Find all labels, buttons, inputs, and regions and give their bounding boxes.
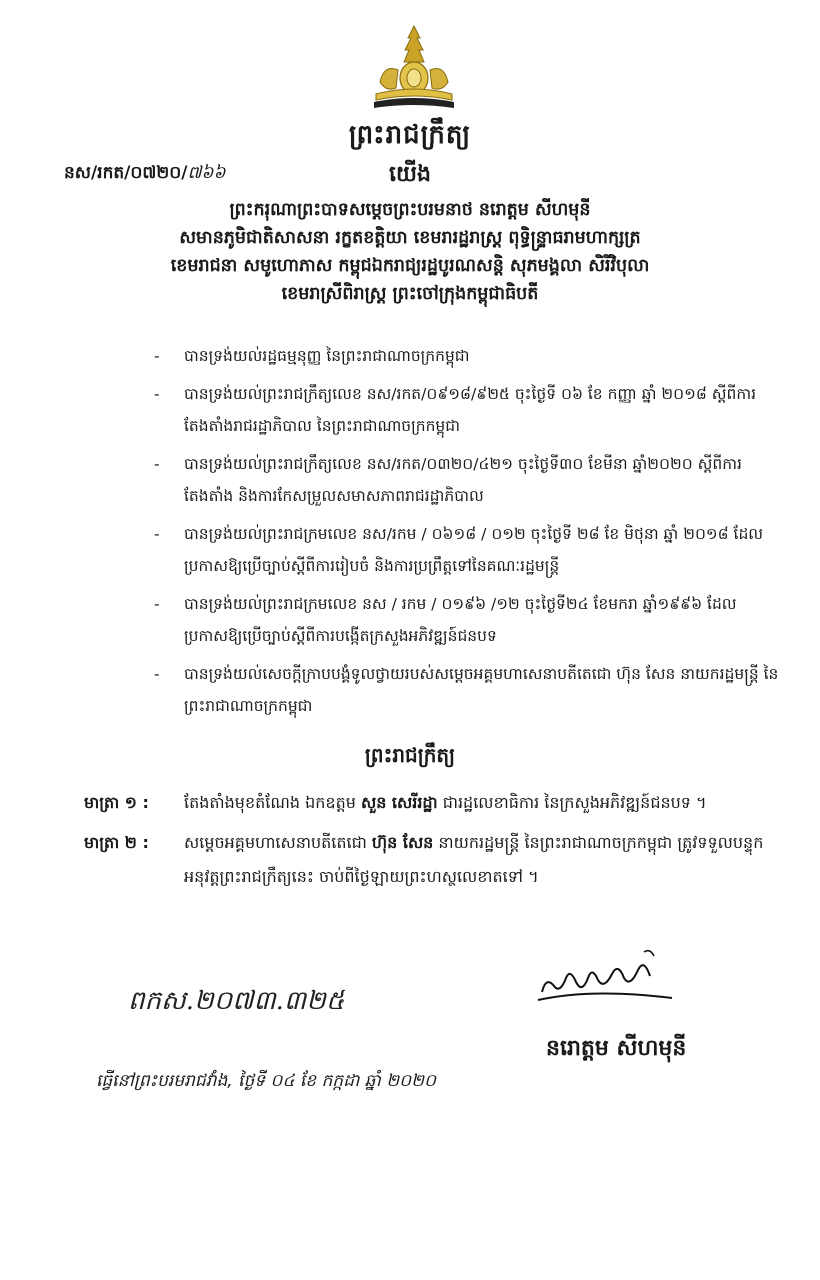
- reference-handwritten: ៧៦៦: [187, 163, 226, 183]
- article-text: សម្តេចអគ្គមហាសេនាបតីតេជោ ហ៊ុន សែន នាយករដ្ឋមន្ត្រី នៃព្រះរាជាណាចក្រកម្ពុជា ត្រូវទទួលបន្ទុកអនុវត្តព្រះរាជក្រឹត្យនេះ ចាប់ពីថ្ងៃឡាយព្រះហស្ថលេខាតទៅ ។: [184, 833, 764, 886]
- article-text: តែងតាំងមុខតំណែង ឯកឧត្តម សួន សេរីរដ្ឋា ជារដ្ឋលេខាធិការ នៃក្រសួងអភិវឌ្ឍន៍ជនបទ ។: [184, 793, 707, 812]
- decree-title: ព្រះរាជក្រឹត្យ: [348, 120, 472, 150]
- official-name: សួន សេរីរដ្ឋា: [360, 793, 438, 812]
- place-and-date: ធ្វើនៅព្រះបរមរាជវាំង, ថ្ងៃទី ០៤ ខែ កក្កដា ឆ្នាំ ២០២០: [96, 1071, 437, 1091]
- royal-title-line: ព្រះករុណាព្រះបាទសម្តេចព្រះបរមនាថ នរោត្តម សីហមុនី: [229, 200, 591, 220]
- recital-text: បានទ្រង់យល់ព្រះរាជក្រឹត្យលេខ នស/រកត/០៩១៨/៩២៥ ចុះថ្ងៃទី ០៦ ខែ កញ្ញា ឆ្នាំ ២០១៨ ស្តីពីការតែងតាំងរាជរដ្ឋាភិបាល នៃព្រះរាជាណាចក្រកម្ពុជា: [184, 385, 757, 435]
- decides-heading: ព្រះរាជក្រឹត្យ: [364, 743, 456, 767]
- article-label: មាត្រា ២ :: [84, 833, 149, 852]
- recital-text: បានទ្រង់យល់រដ្ឋធម្មនុញ្ញ នៃព្រះរាជាណាចក្រកម្ពុជា: [184, 347, 470, 365]
- royal-title-line: សមានភូមិជាតិសាសនា រក្ខតខត្តិយា ខេមរារដ្ឋរាស្ត្រ ពុទ្ធិន្ទ្រាធរាមហាក្សត្រ: [179, 228, 641, 248]
- we-heading: យើង: [389, 162, 431, 187]
- royal-titles: [100, 196, 720, 308]
- recital-text: បានទ្រង់យល់ព្រះរាជក្រឹត្យលេខ នស/រកត/០៣២០/៤២១ ចុះថ្ងៃទី៣០ ខែមីនា ឆ្នាំ២០២០ ស្តីពីការតែងតាំង និងការកែសម្រួលសមាសភាពរាជរដ្ឋាភិបាល: [184, 455, 742, 505]
- royal-title-line: ខេមរាជនា សមូហោភាស កម្ពុជឯករាជ្យរដ្ឋបូរណសន្តិ សុភមង្គលា សិរីវិបុលា: [170, 256, 650, 276]
- recital-item: - បានទ្រង់យល់រដ្ឋធម្មនុញ្ញ នៃព្រះរាជាណាចក្រកម្ពុជា: [154, 347, 470, 365]
- recital-item: - បានទ្រង់យល់ព្រះរាជក្រឹត្យលេខ នស/រកត/០៩១៨/៩២៥ ចុះថ្ងៃទី ០៦ ខែ កញ្ញា ឆ្នាំ ២០១៨ ស្តីពីការតែងតាំងរាជរដ្ឋាភិបាល នៃព្រះរាជាណាចក្រកម្ពុជា: [154, 385, 757, 435]
- recital-item: - បានទ្រង់យល់ព្រះរាជក្រឹត្យលេខ នស/រកត/០៣២០/៤២១ ចុះថ្ងៃទី៣០ ខែមីនា ឆ្នាំ២០២០ ស្តីពីការតែងតាំង និងការកែសម្រួលសមាសភាពរាជរដ្ឋាភិបាល: [154, 455, 742, 505]
- recital-item: - បានទ្រង់យល់ព្រះរាជក្រមលេខ នស / រកម / ០១៩៦ /១២ ចុះថ្ងៃទី២៤ ខែមករា ឆ្នាំ១៩៩៦ ដែលប្រកាសឱ្យប្រើច្បាប់ស្តីពីការបង្កើតក្រសួងអភិវឌ្ឍន៍ជនបទ: [154, 595, 737, 645]
- signer-name: នរោត្តម សីហមុនី: [546, 1036, 687, 1061]
- recital-text: បានទ្រង់យល់សេចក្តីក្រាបបង្គំទូលថ្វាយរបស់សម្តេចអគ្គមហាសេនាបតីតេជោ ហ៊ុន សែន នាយករដ្ឋមន្ត្រី នៃព្រះរាជាណាចក្រកម្ពុជា: [184, 665, 779, 715]
- royal-signature-icon: [532, 948, 682, 1010]
- recital-text: បានទ្រង់យល់ព្រះរាជក្រមលេខ នស / រកម / ០១៩៦ /១២ ចុះថ្ងៃទី២៤ ខែមករា ឆ្នាំ១៩៩៦ ដែលប្រកាសឱ្យប្រើច្បាប់ស្តីពីការបង្កើតក្រសួងអភិវឌ្ឍន៍ជនបទ: [184, 595, 737, 645]
- recital-item: - បានទ្រង់យល់សេចក្តីក្រាបបង្គំទូលថ្វាយរបស់សម្តេចអគ្គមហាសេនាបតីតេជោ ហ៊ុន សែន នាយករដ្ឋមន្ត្រី នៃព្រះរាជាណាចក្រកម្ពុជា: [154, 665, 779, 715]
- royal-coat-of-arms-icon: [366, 24, 462, 110]
- royal-title-line: ខេមរាស្រីពិរាស្ត្រ ព្រះចៅក្រុងកម្ពុជាធិបតី: [281, 284, 539, 304]
- handwritten-date: ពកស.២០៧៣.៣២៥: [128, 986, 345, 1016]
- article-2: [84, 826, 784, 894]
- recital-text: បានទ្រង់យល់ព្រះរាជក្រមលេខ នស/រកម / ០៦១៨ / ០១២ ចុះថ្ងៃទី ២៨ ខែ មិថុនា ឆ្នាំ ២០១៨ ដែលប្រកាសឱ្យប្រើច្បាប់ស្តីពីការរៀបចំ និងការប្រព្រឹត្តទៅនៃគណៈរដ្ឋមន្ត្រី: [184, 525, 764, 575]
- official-name: ហ៊ុន សែន: [371, 833, 434, 852]
- article-label: មាត្រា ១ :: [84, 793, 149, 812]
- recitals-list: [150, 340, 780, 728]
- recital-item: - បានទ្រង់យល់ព្រះរាជក្រមលេខ នស/រកម / ០៦១៨ / ០១២ ចុះថ្ងៃទី ២៨ ខែ មិថុនា ឆ្នាំ ២០១៨ ដែលប្រកាសឱ្យប្រើច្បាប់ស្តីពីការរៀបចំ និងការប្រព្រឹត្តទៅនៃគណៈរដ្ឋមន្ត្រី: [154, 525, 764, 575]
- reference-printed: នស/រកត/០៧២០/: [64, 163, 188, 183]
- article-1: [84, 786, 784, 820]
